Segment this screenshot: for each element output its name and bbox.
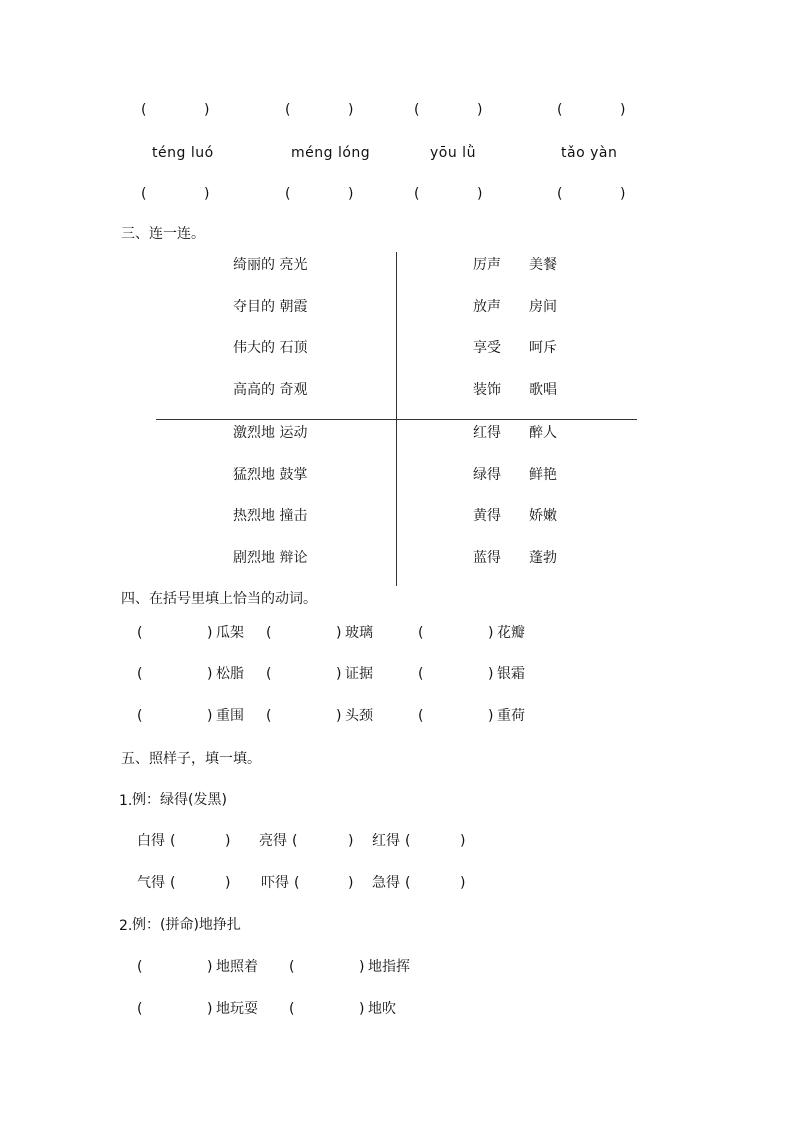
paren-open: ( [170, 875, 176, 891]
fill-word: 气得 [137, 875, 165, 891]
fill-word: 瓜架 [216, 625, 244, 641]
paren-close: ) [336, 708, 342, 724]
fill-word: 地指挥 [368, 959, 410, 975]
example-label: 例：(拼命)地挣扎 [132, 917, 241, 933]
match-right-word: 蓬勃 [529, 550, 557, 566]
paren-open: ( [141, 186, 147, 202]
match-right-word: 房间 [529, 299, 557, 315]
paren-open: ( [266, 666, 272, 682]
paren-close: ) [348, 875, 354, 891]
paren-close: ) [477, 186, 483, 202]
paren-open: ( [418, 625, 424, 641]
paren-close: ) [620, 186, 626, 202]
fill-word: 花瓣 [497, 625, 525, 641]
pinyin-word: téng luó [152, 145, 214, 161]
paren-close: ) [348, 102, 354, 118]
fill-word: 银霜 [497, 666, 525, 682]
match-right-word: 装饰 [473, 382, 501, 398]
match-right-word: 呵斥 [529, 340, 557, 356]
fill-word: 地照着 [216, 959, 258, 975]
paren-open: ( [170, 833, 176, 849]
fill-word: 白得 [137, 833, 165, 849]
paren-open: ( [137, 1001, 143, 1017]
paren-open: ( [266, 708, 272, 724]
paren-close: ) [207, 708, 213, 724]
fill-word: 地吹 [368, 1001, 396, 1017]
match-right-word: 鲜艳 [529, 467, 557, 483]
paren-close: ) [488, 666, 494, 682]
exercise-number: 1. [119, 793, 133, 809]
paren-close: ) [204, 102, 210, 118]
fill-word: 亮得 [259, 833, 287, 849]
section-5-title: 五、照样子，填一填。 [121, 751, 261, 767]
match-right-word: 黄得 [473, 508, 501, 524]
match-right-word: 醉人 [529, 425, 557, 441]
fill-word: 重围 [216, 708, 244, 724]
match-right-word: 蓝得 [473, 550, 501, 566]
match-left-item: 绮丽的 亮光 [233, 257, 308, 273]
paren-close: ) [207, 666, 213, 682]
match-left-item: 伟大的 石顶 [233, 340, 308, 356]
paren-open: ( [266, 625, 272, 641]
paren-close: ) [225, 875, 231, 891]
pinyin-word: yōu lǜ [430, 145, 476, 161]
paren-open: ( [137, 666, 143, 682]
fill-word: 头颈 [345, 708, 373, 724]
match-right-word: 享受 [473, 340, 501, 356]
example-label: 例：绿得(发黑) [132, 792, 227, 808]
match-right-word: 放声 [473, 299, 501, 315]
match-right-word: 绿得 [473, 467, 501, 483]
pinyin-word: tǎo yàn [561, 145, 618, 161]
match-right-word: 红得 [473, 425, 501, 441]
paren-close: ) [359, 1001, 365, 1017]
paren-open: ( [137, 959, 143, 975]
paren-open: ( [137, 625, 143, 641]
fill-word: 玻璃 [345, 625, 373, 641]
paren-open: ( [418, 708, 424, 724]
paren-close: ) [336, 625, 342, 641]
paren-close: ) [336, 666, 342, 682]
fill-word: 急得 [372, 875, 400, 891]
paren-close: ) [359, 959, 365, 975]
match-right-word: 娇嫩 [529, 508, 557, 524]
paren-close: ) [348, 833, 354, 849]
paren-open: ( [405, 875, 411, 891]
paren-close: ) [348, 186, 354, 202]
fill-word: 证据 [345, 666, 373, 682]
paren-open: ( [289, 1001, 295, 1017]
paren-open: ( [418, 666, 424, 682]
paren-open: ( [294, 875, 300, 891]
grid-divider-horizontal [156, 419, 637, 420]
paren-open: ( [405, 833, 411, 849]
paren-open: ( [137, 708, 143, 724]
paren-close: ) [488, 708, 494, 724]
paren-close: ) [460, 833, 466, 849]
paren-close: ) [488, 625, 494, 641]
paren-close: ) [207, 1001, 213, 1017]
match-left-item: 夺目的 朝霞 [233, 299, 308, 315]
paren-open: ( [141, 102, 147, 118]
section-4-title: 四、在括号里填上恰当的动词。 [121, 591, 317, 607]
paren-open: ( [285, 102, 291, 118]
match-left-item: 猛烈地 鼓掌 [233, 467, 308, 483]
fill-word: 松脂 [216, 666, 244, 682]
match-right-word: 歌唱 [529, 382, 557, 398]
paren-open: ( [292, 833, 298, 849]
match-left-item: 激烈地 运动 [233, 425, 308, 441]
paren-close: ) [207, 625, 213, 641]
match-right-word: 厉声 [473, 257, 501, 273]
paren-open: ( [414, 186, 420, 202]
match-right-word: 美餐 [529, 257, 557, 273]
paren-open: ( [557, 186, 563, 202]
paren-close: ) [477, 102, 483, 118]
paren-close: ) [620, 102, 626, 118]
match-left-item: 热烈地 撞击 [233, 508, 308, 524]
paren-open: ( [557, 102, 563, 118]
paren-open: ( [285, 186, 291, 202]
fill-word: 红得 [372, 833, 400, 849]
paren-open: ( [289, 959, 295, 975]
fill-word: 重荷 [497, 708, 525, 724]
paren-open: ( [414, 102, 420, 118]
section-3-title: 三、连一连。 [121, 226, 205, 242]
exercise-number: 2. [119, 918, 133, 934]
paren-close: ) [225, 833, 231, 849]
paren-close: ) [207, 959, 213, 975]
match-left-item: 剧烈地 辩论 [233, 550, 308, 566]
fill-word: 吓得 [261, 875, 289, 891]
match-left-item: 高高的 奇观 [233, 382, 308, 398]
paren-close: ) [204, 186, 210, 202]
pinyin-word: méng lóng [291, 145, 371, 161]
paren-close: ) [460, 875, 466, 891]
fill-word: 地玩耍 [216, 1001, 258, 1017]
